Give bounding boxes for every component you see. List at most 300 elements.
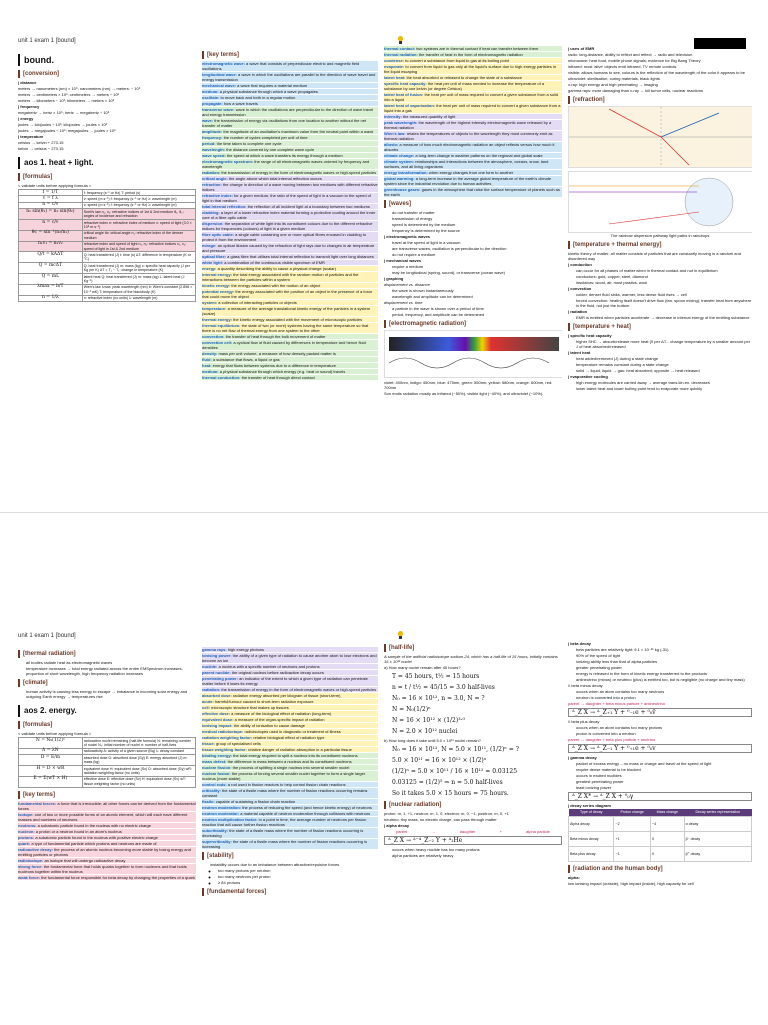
key-term-definition: a long-term increase in the average global temperature of the earth's climate system since the industrial revolution due to human activities xyxy=(384,176,552,186)
key-term xyxy=(384,58,562,63)
eq-word: alpha particle xyxy=(526,829,550,834)
key-term-definition: the change in direction of a wave moving between two mediums with different refractive indices xyxy=(202,182,378,192)
key-term xyxy=(202,159,378,169)
key-term xyxy=(18,858,196,863)
math-line: N₀ = 16 × 10¹², N = 5.0 × 10¹¹, (1/2)ⁿ = ? xyxy=(392,746,519,753)
key-term-definition: the ability of ionisation to cause damage xyxy=(232,723,305,728)
convection-list xyxy=(568,292,752,308)
key-term-word: neutron moderator: xyxy=(202,811,240,816)
graphing-label: | graphing xyxy=(384,276,404,281)
key-term-definition: mass per unit volume, a measure of how densely packed matter is xyxy=(217,351,336,356)
uses-emr-item: x-ray: high energy and high penetrating → imaging xyxy=(568,82,658,87)
uses-emr-item: radio: long-distance, ability to reflect and reflect → radio and television xyxy=(568,52,693,57)
formula-description: latent heat Q: heat transferred (J) m: mass (kg) L: latent heat (J Kg⁻¹) xyxy=(82,274,195,285)
key-term-definition: an isotope that will undergo radioactive decay xyxy=(43,857,126,863)
key-term xyxy=(384,142,562,152)
formulas-note: < validate units before applying formula > xyxy=(18,731,92,736)
formula-row xyxy=(19,230,196,241)
key-term xyxy=(202,735,378,740)
uses-emr-item: microwave: heat food, mobile phone signals; evidence for Big Bang Theory xyxy=(568,58,701,63)
distance-text-3: meters → kilometers ÷ 10³; kilometers → meters × 10³ xyxy=(18,98,115,103)
beta-plus-list xyxy=(568,725,752,736)
key-term xyxy=(202,83,378,88)
formula-expression: n₁ sin(θ₁) = n₂ sin(θ₂) xyxy=(19,209,83,220)
key-term xyxy=(202,375,378,380)
key-term-definition: the state of a fissile mass where the number of fission reactions occurring is increasing xyxy=(202,839,367,849)
key-term xyxy=(202,153,378,158)
key-term-definition: the magnitude of an oscillation's maximum value from the neutral point within a wave xyxy=(222,129,374,134)
gamma-item: • occurs in excited nuclides xyxy=(576,773,752,778)
climate-item: • human activity is causing less energy to escape → imbalance in incoming solar energy and outgoing Earth energy → temperatures rise xyxy=(26,689,196,699)
latent-heat-item: • solid → liquid, liquid → gas: heat absorbed; opposite → heat released xyxy=(576,368,752,373)
nuclear-radiation-heading: [nuclear radiation] xyxy=(384,801,562,809)
key-term-definition: a physical substance through which a wave propagates xyxy=(218,89,318,94)
formula-expression: N = N₀(1/2)ⁿ xyxy=(19,738,83,749)
alpha-equation-words xyxy=(384,829,562,834)
decay-table-cell: Beta minus decay xyxy=(569,832,614,847)
emr-heading: [electromagnetic radiation] xyxy=(384,320,562,328)
key-term xyxy=(202,147,378,152)
beta-list xyxy=(568,647,752,682)
formula-expression: A = λN xyxy=(19,748,83,754)
key-term-definition: relates the temperatures of objects to the wavelength they most commonly emit as thermal radiation xyxy=(384,131,553,141)
key-term-word: period: xyxy=(202,141,216,146)
key-term-word: mass defect: xyxy=(202,759,227,764)
key-term-definition: a quantity describing the ability to cause a physical change (scalar) xyxy=(216,266,337,271)
key-term xyxy=(202,839,378,849)
formula-expression: n = c/v xyxy=(19,220,83,231)
key-term xyxy=(202,135,378,140)
key-term-word: wave: xyxy=(202,118,214,123)
key-term-definition: high energy photons xyxy=(226,647,265,652)
key-term xyxy=(202,118,378,128)
uses-emr-item: gamma rays: more damaging than x-ray → kill tumor cells, nuclear reactions xyxy=(568,88,703,93)
evap-item: • high energy molecules are carried away → average trans.kin.en. decreases xyxy=(576,380,752,385)
key-term-word: medium: xyxy=(202,369,219,374)
key-term-word: criticality: xyxy=(202,788,221,793)
key-term-definition: the state of a fissile mass where the number of fission reactions occurring is decreasing xyxy=(202,828,364,838)
key-term-definition: a force that is irreducible; all other forces can be derived from the fundamental forces xyxy=(18,800,196,811)
mech-waves-list xyxy=(384,264,562,275)
key-term-definition: gases in the atmosphere that raise the surface temperature of planets such as the earth xyxy=(384,187,560,197)
eq-word: daughter xyxy=(459,829,476,834)
key-term xyxy=(18,841,196,846)
mech-item: • may be longitudinal (spring, sound), or transverse (ocean wave) xyxy=(392,270,562,275)
key-term xyxy=(202,254,378,259)
key-term-word: specific heat capacity: xyxy=(384,81,427,86)
formula-description: Q: heat transferred (J) t: time (s) ΔT: difference in temperature (K or °C) xyxy=(82,252,195,263)
key-term xyxy=(202,193,378,203)
key-terms-continued xyxy=(384,46,562,197)
formulas-heading: [formulas] xyxy=(18,721,196,729)
key-term-definition: a measure of the biological effect of radiation (long-term) xyxy=(230,711,332,716)
key-terms-heading: [key terms] xyxy=(202,51,378,59)
em-item: • are transverse waves; oscillation is perpendicular to the direction xyxy=(392,246,562,251)
key-term-definition: the angle above which total internal reflection occurs xyxy=(227,176,322,181)
key-term-word: global warming: xyxy=(384,176,415,181)
key-term-word: temperature: xyxy=(202,306,227,311)
alpha-note-label: alpha: xyxy=(568,875,580,880)
conduction-item: • conductors: gold, copper, steel, diamond xyxy=(576,274,752,279)
key-term-definition: the separation of white light into its constituent colours due to the different refractive indices for frequencies (colours) of light in a given medium xyxy=(202,221,373,231)
shc-item: • higher SHC → absorb/release more heat (0 per ΔT... change temperature by a smaller amount per J of heat absorbed/released xyxy=(576,339,752,349)
key-term-word: latent heat: xyxy=(384,75,406,80)
decay-table-header: Decay series representation xyxy=(684,809,751,817)
latent-heat-item: • temperature remains constant during a state change xyxy=(576,362,752,367)
key-term xyxy=(18,847,196,857)
formula-table xyxy=(18,189,196,302)
key-term-word: electromagnetic spectrum: xyxy=(202,159,254,164)
key-term xyxy=(202,176,378,181)
page-1 xyxy=(0,0,768,512)
thermal-radiation-item: • all bodies radiate heat as electromagnetic waves xyxy=(26,660,196,665)
formula-expression: D = E/m xyxy=(19,755,83,766)
key-term xyxy=(202,204,378,209)
key-term-definition: a collection of interacting particles or objects xyxy=(217,300,297,305)
key-term-definition: relationships and interactions between the atmosphere, oceans, snow, land surfaces, and all living organisms xyxy=(384,159,549,169)
key-term xyxy=(384,120,562,130)
key-term xyxy=(202,782,378,787)
key-term-definition: the heat absorbed or released to change the state of a substance xyxy=(405,75,523,80)
waves-item: • transmission of energy xyxy=(392,216,562,221)
key-term-definition: a glass fibre that utilises total internal reflection to transmit light over long distances xyxy=(226,254,374,259)
key-term-definition: the transmission of energy in the form of electromagnetic waves or high-speed particles xyxy=(220,170,377,175)
beta-minus-item: • occurs when an atom contains too many neutrons xyxy=(576,689,752,694)
key-term-word: acute: xyxy=(202,699,214,704)
key-term-definition: the difference in mass between a nucleus and its constituent nucleons xyxy=(226,759,352,764)
key-term-definition: a type of fundamental particle which protons and neutrons are made of xyxy=(30,840,157,846)
key-term-definition: a substance that flows, a liquid or gas xyxy=(211,357,280,362)
key-term-word: transverse wave: xyxy=(202,107,235,112)
key-term-word: wave speed: xyxy=(202,153,226,158)
key-term-definition: the original nucleus before radioactive decay occurs xyxy=(230,670,324,675)
key-term-word: radiation: xyxy=(202,170,221,175)
beta-plus-formula: ᴬ_Z X → ᴬ_Z₋₁ Y + ⁰₊₁e + ⁰₀v xyxy=(572,745,656,752)
key-term xyxy=(202,741,378,746)
key-term-definition: the kinetic energy associated with the movement of microscopic particles xyxy=(232,317,363,322)
waves-item: • do not transfer of matter xyxy=(392,210,562,215)
key-term-word: thermal energy: xyxy=(202,317,233,322)
key-term-definition: the distance covered by one complete wave cycle xyxy=(225,147,315,152)
key-term xyxy=(18,801,196,811)
thermal-radiation-heading: [thermal radiation] xyxy=(18,650,196,658)
refraction-diagram xyxy=(568,106,752,168)
key-term xyxy=(202,210,378,220)
key-term xyxy=(18,864,196,874)
key-term xyxy=(202,369,378,374)
formula-expression: Q = mL xyxy=(19,274,83,285)
refraction-heading: [refraction] xyxy=(568,96,752,104)
key-term xyxy=(202,363,378,368)
key-term xyxy=(18,823,196,828)
key-term-definition: in a point in time, the average number of neutrons per fission reaction that will cause further fission reactions xyxy=(202,817,367,827)
key-term-word: fluid: xyxy=(202,357,212,362)
key-term-definition: the transfer of heat through the bulk movement of matter xyxy=(224,334,326,339)
temp-thermal-heading: [temperature + thermal energy] xyxy=(568,241,752,249)
energy-text-2: joules → megajoules ÷ 10⁶; megajoules → joules × 10⁶ xyxy=(18,128,116,133)
key-term xyxy=(202,170,378,175)
key-term xyxy=(384,176,562,186)
key-term-definition: an indicator of the extent to which a given type of radiation can penetrate matter before it loses its energy xyxy=(202,676,368,686)
eq-word: parent xyxy=(396,829,408,834)
key-term-word: energy: xyxy=(202,266,217,271)
key-term-word: white light: xyxy=(202,260,224,265)
key-term-definition: a subatomic particle found in the nucleus with no electric charge xyxy=(36,822,151,828)
key-term-word: density: xyxy=(202,351,218,356)
key-term xyxy=(202,799,378,804)
decay-table-cell: −1 xyxy=(614,847,651,862)
alpha-formula-box xyxy=(384,836,562,845)
key-term xyxy=(384,64,562,74)
key-term-word: intensity: xyxy=(384,114,402,119)
key-term xyxy=(202,72,378,82)
key-term xyxy=(384,187,562,197)
beta-item: • beta particles are relatively light: 9.1 × 10⁻³¹ kg (-31) xyxy=(576,647,752,652)
key-term xyxy=(384,75,562,80)
energy-label: | energy xyxy=(18,116,34,121)
shc-list xyxy=(568,339,752,349)
key-term-word: gamma rays: xyxy=(202,647,227,652)
decay-table-cell: β⁺ decay xyxy=(684,847,751,862)
key-term-word: absorbed dose: xyxy=(202,693,232,698)
thermal-radiation-item: • temperature increases → total energy radiated across the entire EMSpectrum increases, proportion of short wavelength, high frequency radiation increases xyxy=(26,666,196,676)
key-term-word: thermal contact: xyxy=(384,46,416,51)
disp-time-item: • a particle in the wave is shown over a period of time xyxy=(392,306,562,311)
key-term xyxy=(384,153,562,158)
half-life-intro: A sample of the artificial radioisotope sodium-24, which has a half-life of 15 hours, initially contains 16 × 10¹² nuclei xyxy=(384,654,558,664)
formula-description: Wien's law λmax: peak wavelength (nm) b: Wien's constant (2.898 × 10⁻³ mK) T: temperature of the blackbody (K) xyxy=(82,284,195,295)
key-term-word: total internal reflection: xyxy=(202,204,247,209)
key-term-word: neutron moderation: xyxy=(202,805,242,810)
key-term-word: kinetic energy: xyxy=(202,283,231,288)
decay-table-header: Mass change xyxy=(651,809,685,817)
key-term-definition: the range of all electromagnetic waves ordered by frequency and wavelength xyxy=(202,159,370,169)
key-term xyxy=(18,835,196,840)
key-term xyxy=(18,875,196,880)
key-term xyxy=(384,46,562,51)
key-term-definition: one of two or more possible forms of an atomic element, which will each have different masses and numbers of neutrons xyxy=(18,811,188,822)
formula-description: Snell's law n₁, n₂: refractive indices of 1st & 2nd medium θ₁, θ₂: angles of incidence and refraction xyxy=(82,209,195,220)
disp-distance-item: • the wave is shown instantaneously xyxy=(392,288,562,293)
key-term-word: albedo: xyxy=(384,142,399,147)
key-term xyxy=(384,131,562,141)
key-term-definition: the transmission of energy via oscillations from one location to another without the net transfer of matter xyxy=(202,118,367,128)
key-term-word: climate system: xyxy=(384,159,415,164)
decay-table-cell: +1 xyxy=(614,832,651,847)
key-term-definition: to convert a substance from liquid to gas at its boiling point xyxy=(404,58,509,63)
kinetic-theory-text: kinetic theory of matter: all matter consists of particles that are constantly moving in a random and disordered way xyxy=(568,251,741,261)
decay-table-header: Type of decay xyxy=(569,809,614,817)
key-term-definition: how a wave travels xyxy=(222,101,258,106)
key-term-word: wavelength: xyxy=(202,147,226,152)
em-waves-label: | electromagnetic waves xyxy=(384,234,431,239)
column-1 xyxy=(18,647,196,1025)
key-term xyxy=(202,221,378,231)
formula-row xyxy=(19,284,196,295)
latent-heat-label: | latent heat xyxy=(568,350,591,355)
formula-description: radioactive nuclei remaining (half-life formula) N: remaining number of nuclei N₀: initial number of nuclei n: number of half-lives xyxy=(82,738,195,749)
fundamental-forces-heading: [fundamental forces] xyxy=(202,888,378,896)
decay-table-row xyxy=(569,817,752,832)
beta-plus-item: • occurs when an atom contains too many protons xyxy=(576,725,752,730)
key-term xyxy=(202,182,378,192)
latent-heat-list xyxy=(568,356,752,373)
key-term xyxy=(202,283,378,288)
formula-row xyxy=(19,274,196,285)
formula-row xyxy=(19,209,196,220)
formula-row xyxy=(19,755,196,766)
radiation-item: • EMR is emitted when particles accelerate → decrease in internal energy of the emitting substance xyxy=(576,315,752,320)
key-term-definition: when energy changes from one form to another xyxy=(427,170,514,175)
key-term-definition: the fundamental force responsible for beta decay by changing the properties of a quark xyxy=(40,874,196,880)
key-term-definition: harmful/tumour caused to short-term radiation exposure xyxy=(213,699,314,704)
math-line: 5.0 × 10¹¹ = 16 × 10¹² × (1/2)ⁿ xyxy=(392,757,487,764)
key-term-word: climate change: xyxy=(384,153,415,158)
key-term xyxy=(202,705,378,710)
formulas-note: < validate units before applying formula > xyxy=(18,183,92,188)
key-term xyxy=(384,170,562,175)
key-term-definition: relative biological effect of radiation type xyxy=(252,735,325,740)
key-term-word: neutrons: xyxy=(18,822,37,828)
climate-heading: [climate] xyxy=(18,679,196,687)
key-term xyxy=(202,61,378,71)
wave-line xyxy=(389,358,549,368)
key-term-definition: a layer of a lower refractive index material forming a protective coating around the inner core of a fibre optic cable xyxy=(202,210,376,220)
key-term-definition: the heat per unit of mass needed to increase the temperature of a substance by one kelvin (or degree Celsius) xyxy=(384,81,545,91)
key-term-definition: a wave that requires a material medium xyxy=(236,83,308,88)
formula-row xyxy=(19,776,196,787)
key-term-definition: the measured quantity of light xyxy=(401,114,456,119)
key-term xyxy=(202,753,378,758)
key-term-word: Wien's law: xyxy=(384,131,406,136)
key-term-word: internal energy: xyxy=(202,272,233,277)
distance-text-2: meters → centimeters × 10²; centimeters → meters ÷ 10² xyxy=(18,92,120,97)
key-term-word: weak force: xyxy=(18,874,41,880)
key-term-word: frequency: xyxy=(202,135,223,140)
key-term xyxy=(202,664,378,669)
uses-emr-item: ultraviolet: sterilisation, curing materials, black lights xyxy=(568,76,660,81)
key-term-word: optical fibre: xyxy=(202,254,227,259)
key-term-definition: microscopic structure that makes up tissues xyxy=(210,705,289,710)
key-term xyxy=(202,759,378,764)
sun-emission-text: Sun emits radiation mostly as infrared (~50%), visible light (~40%), and ultraviolet (~10%). xyxy=(384,391,544,396)
temperature-label: | temperature xyxy=(18,134,44,139)
key-terms-list xyxy=(18,801,196,880)
key-term xyxy=(202,765,378,770)
formula-description: critical angle θc: critical angle n₁: refractive index of the denser medium xyxy=(82,230,195,241)
convection-item: • forced convection: heating itself doesn't drive flow (fan, spoon mixing); transfer heat from anywhere in the fluid, not just the bottom xyxy=(576,298,752,308)
key-term-definition: the fundamental force that holds quarks together to form nucleons and that holds nucleons together within the nucleus xyxy=(18,863,187,874)
key-term-definition: relative danger of radiation absorption in a particular tissue xyxy=(246,747,352,752)
waves-item: • frequency is determined by the source xyxy=(392,228,562,233)
spectrum-band xyxy=(389,337,559,351)
key-term-definition: the reflection of all incident light at a boundary between two mediums xyxy=(246,204,370,209)
decay-table-label: | decay series diagram xyxy=(568,803,611,808)
uses-emr-item: infrared: most 'alive' objects emit infrared, TV remote controls xyxy=(568,64,677,69)
refraction-svg xyxy=(569,107,752,167)
key-term xyxy=(202,729,378,734)
key-term xyxy=(202,676,378,686)
key-term-definition: group of specialised cells xyxy=(214,741,261,746)
nuclear-intro-2: neutrino: tiny mass, no electric charge, can pass through matter xyxy=(384,817,497,822)
key-term-word: ionising power: xyxy=(202,653,232,658)
key-term-word: electromagnetic wave: xyxy=(202,61,245,66)
alpha-item: • occurs when heavy nuclide has too many protons xyxy=(392,847,562,852)
temp-heat-heading: [temperature + heat] xyxy=(568,323,752,331)
key-term-word: oscillate: xyxy=(202,95,220,100)
emr-caption: violet: 400nm, indigo: 450nm, blue: 475nm, green: 550nm, yellow: 580nm, orange: 600nm, red: 700nm xyxy=(384,380,553,390)
formula-expression: n = 1/λ xyxy=(19,295,83,301)
key-term-word: parent nuclide: xyxy=(202,670,231,675)
key-term-word: critical angle: xyxy=(202,176,228,181)
key-term-word: nuclear fusion: xyxy=(202,771,231,776)
key-term-word: penetrating power: xyxy=(202,676,239,681)
key-term xyxy=(202,693,378,698)
formula-row xyxy=(19,252,196,263)
stability-item: ◦ ≥ 84 protons xyxy=(218,880,378,885)
key-term xyxy=(202,306,378,316)
column-3 xyxy=(384,641,562,1025)
conversion-heading: [conversion] xyxy=(18,70,196,78)
beta-plus-label: \\ beta plus decay xyxy=(568,719,600,724)
key-term-definition: capable of sustaining a fission chain reaction xyxy=(214,799,296,804)
decay-table-row xyxy=(569,832,752,847)
gamma-item: • least ionizing power xyxy=(576,785,752,790)
eq-word: + xyxy=(499,829,502,834)
key-term-definition: radiation energy absorbed per kilogram of tissue (short-term) xyxy=(231,693,341,698)
evap-item: • lower latent heat and lower boiling point tend to evaporate more quickly xyxy=(576,386,752,391)
key-term-word: equivalent dose: xyxy=(202,717,234,722)
key-term-definition: the transfer of heat through direct contact xyxy=(240,375,315,380)
em-spectrum-svg xyxy=(385,331,562,377)
formula-description: effective dose E: effective dose (Sv) H: equivalent dose (Sv) wT: tissue weighting factor (no units) xyxy=(82,776,195,787)
math-line: N = 16 × 10¹² × (1/2)³·⁰ xyxy=(392,717,465,724)
key-term-word: cell: xyxy=(202,705,211,710)
key-term-word: convection cell: xyxy=(202,340,233,345)
key-term-word: nuclide: xyxy=(202,664,218,669)
uses-emr-item: visible: allows humans to see, colours is the reflection of the wavelength of the color it appears to be xyxy=(568,70,745,75)
shc-label: | specific heat capacity xyxy=(568,333,612,338)
key-terms-heading: [key terms] xyxy=(18,791,196,799)
formula-description: radioactivity A: activity of a given source (Bq) λ: decay constant xyxy=(82,748,195,754)
formula-description: n: refractive index (no units) λ: wavelength (m) xyxy=(82,295,195,301)
key-term xyxy=(202,95,378,100)
key-term-definition: radioisotopes used in diagnostic or treatment of illness xyxy=(243,729,341,734)
key-term xyxy=(384,92,562,102)
decay-table-header: Proton change xyxy=(614,809,651,817)
formula-description: equivalent dose H: equivalent dose (Sv) D: absorbed dose (Gy) wR: radiation weighting factor (no units) xyxy=(82,766,195,777)
key-term-word: condense: xyxy=(384,58,405,63)
decay-table-cell: α decay xyxy=(684,817,751,832)
key-term-definition: the total energy associated with the random motion of particles and the interactions between the particles within a system xyxy=(202,272,359,282)
key-term-word: energy transformation: xyxy=(384,170,428,175)
formula-description: Q: heat transferred (J) m: mass (kg) c: specific heat capacity (J per Kg per K) ΔT = T₂ − T₁: change in temperature (K) xyxy=(82,263,195,274)
key-term xyxy=(202,272,378,282)
key-term xyxy=(202,266,378,271)
key-terms-continued xyxy=(202,647,378,849)
key-term-definition: a combination of the continuous visible spectrum of EMR xyxy=(223,260,325,265)
key-term-word: convection: xyxy=(202,334,225,339)
formula-expression: H = D × wR xyxy=(19,766,83,777)
radiation-label: | radiation xyxy=(568,309,588,314)
convection-item: • colder, denser fluid sinks, warmer, less dense fluid rises → cell xyxy=(576,292,752,297)
alpha-formula: ᴬ_Z X → ᴬ⁻⁴_Z₋₂ Y + ⁴₂He xyxy=(388,837,463,844)
waves-heading: [waves] xyxy=(384,200,562,208)
em-spectrum-diagram xyxy=(384,330,562,378)
decay-table-cell: Beta plus decay xyxy=(569,847,614,862)
key-term xyxy=(202,289,378,299)
key-term-definition: the total energy required to split a nucleus into its constituent nucleons xyxy=(232,753,358,758)
